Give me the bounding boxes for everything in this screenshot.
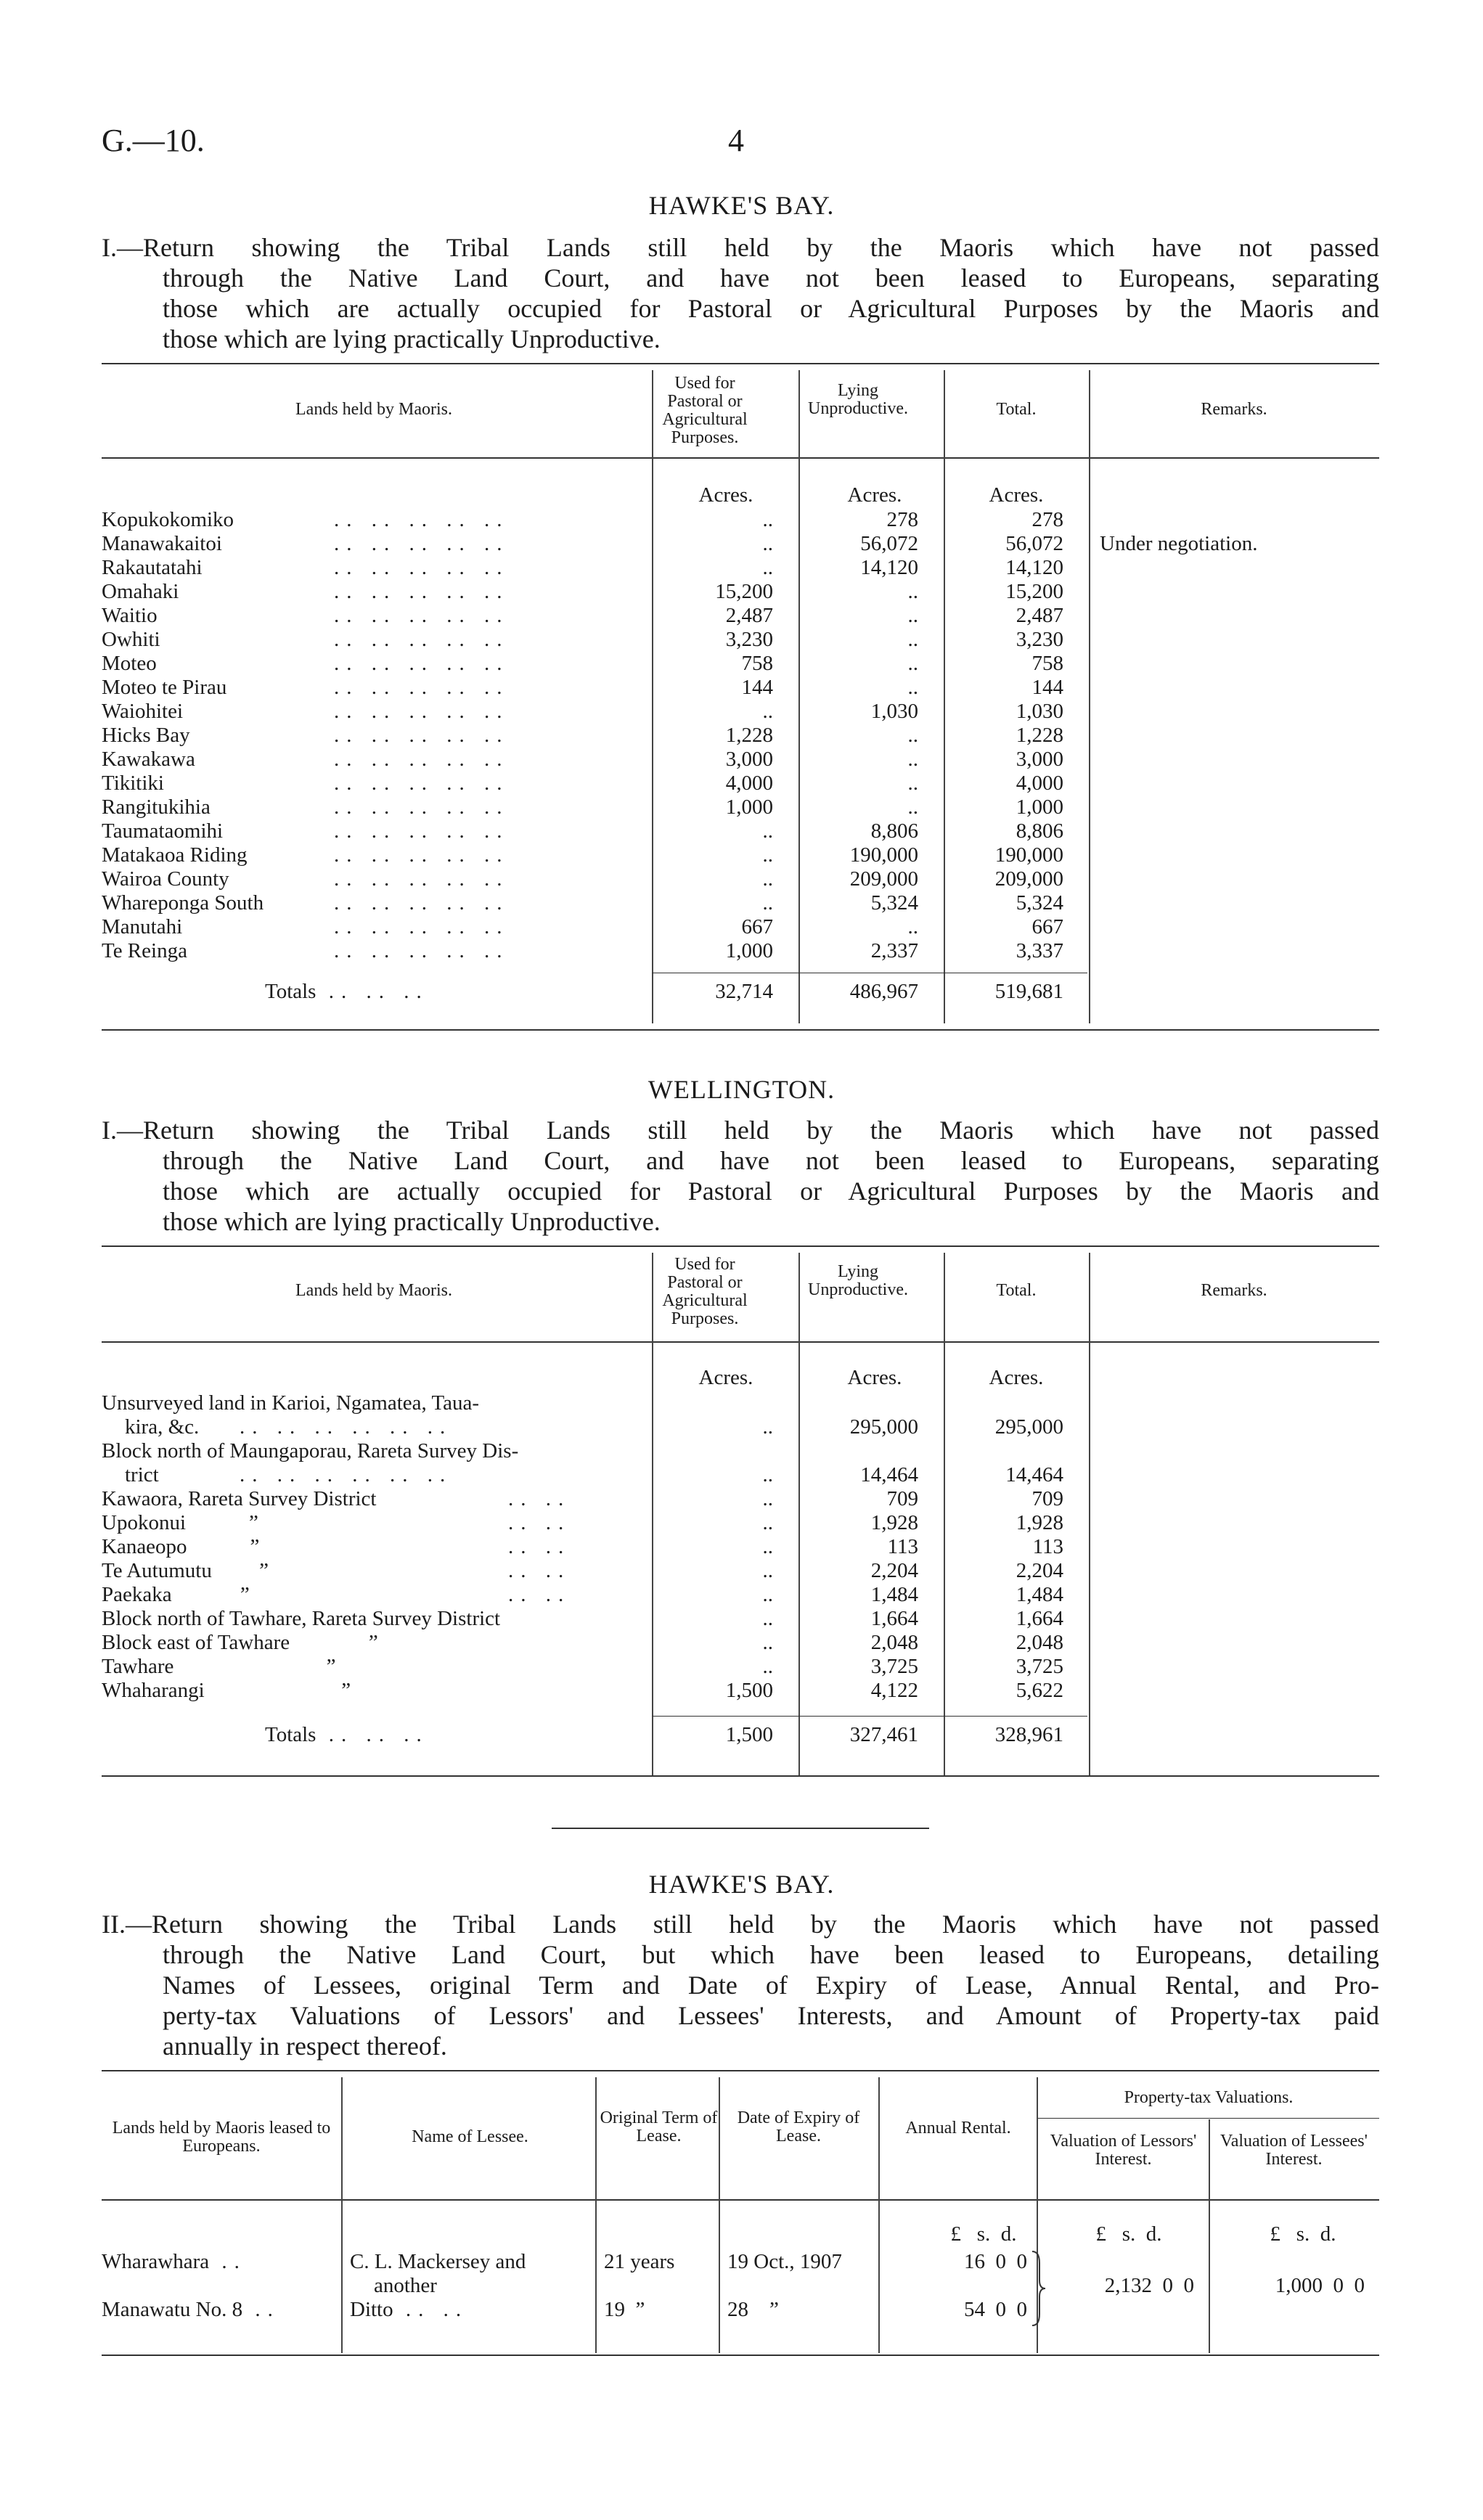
- col-lessees: Valuation of Lessees' Interest.: [1220, 2132, 1368, 2169]
- used-value: 4,000: [725, 772, 773, 795]
- unit-acres: Acres.: [989, 483, 1044, 507]
- land-name: Matakaoa Riding: [102, 843, 248, 867]
- header-rule: [102, 457, 1379, 459]
- land-name: Te Reinga: [102, 939, 187, 962]
- col-remarks: Remarks.: [1201, 400, 1267, 419]
- section-intro: [102, 232, 1379, 354]
- leader-dots: .. .. .. .. ..: [334, 628, 510, 651]
- total-value: 8,806: [1016, 819, 1063, 843]
- total-value: 4,000: [1016, 772, 1063, 795]
- intro-line: Names of Lessees, original Term and Date of Expiry of Lease, Annual Rental, and Pro-: [163, 1971, 1379, 2000]
- land-name: Rakautatahi: [102, 556, 203, 579]
- used-value: 1,228: [725, 724, 773, 747]
- leader-dots: .. ..: [508, 1583, 571, 1606]
- used-value: ..: [762, 867, 773, 891]
- leader-dots: .. .. .. .. ..: [334, 652, 510, 675]
- leader-dots: .. .. .. .. ..: [334, 915, 510, 938]
- total-value: 14,120: [1005, 556, 1063, 579]
- total-value: 2,487: [1016, 604, 1063, 627]
- total-value: 758: [1031, 652, 1063, 675]
- used-value: 667: [741, 915, 773, 938]
- total-value: 1,000: [1016, 795, 1063, 819]
- unit-money: £ s. d.: [950, 2222, 1017, 2246]
- used-value: ..: [762, 508, 773, 531]
- total-value: 2,048: [1016, 1631, 1063, 1654]
- used-value: ..: [762, 700, 773, 723]
- lease-expiry: 19 Oct., 1907: [727, 2250, 842, 2273]
- lying-value: 4,122: [870, 1679, 918, 1702]
- land-name: Waitio: [102, 604, 158, 627]
- land-name: Moteo: [102, 652, 157, 675]
- land-name: Whaharangi ”: [102, 1679, 351, 1702]
- lease-lessee: C. L. Mackersey and: [350, 2250, 526, 2273]
- lease-lessee-cont: another: [374, 2274, 437, 2297]
- lying-value: ..: [907, 580, 918, 603]
- section-heading-wellington: WELLINGTON.: [647, 1075, 836, 1104]
- land-name: Rangitukihia: [102, 795, 211, 819]
- total-value: 190,000: [994, 843, 1063, 867]
- col-used-for: Used for Pastoral or Agricultural Purposes.: [662, 1255, 748, 1328]
- col-lying: Lying Unproductive.: [808, 1262, 908, 1299]
- col-lands-held: Lands held by Maoris.: [295, 1281, 452, 1300]
- leader-dots: .. .. .. .. ..: [334, 532, 510, 555]
- section-separator: [552, 1828, 929, 1829]
- total-value: 667: [1031, 915, 1063, 938]
- totals-used: 1,500: [725, 1723, 773, 1746]
- total-value: 2,204: [1016, 1559, 1063, 1582]
- leader-dots: .. .. .. .. ..: [334, 700, 510, 723]
- land-name: Kanaeopo ”: [102, 1535, 260, 1558]
- unit-acres: Acres.: [847, 483, 902, 507]
- total-value: 1,030: [1016, 700, 1063, 723]
- lying-value: 3,725: [870, 1655, 918, 1678]
- totals-rule: [652, 1716, 1087, 1717]
- used-value: 144: [741, 676, 773, 699]
- land-name: Hicks Bay: [102, 724, 190, 747]
- remarks-value: Under negotiation.: [1100, 532, 1258, 555]
- col-expiry: Date of Expiry of Lease.: [737, 2108, 860, 2145]
- table-bottom-rule: [102, 1775, 1379, 1777]
- lying-value: ..: [907, 748, 918, 771]
- used-value: ..: [762, 1535, 773, 1558]
- col-lands-held: Lands held by Maoris.: [295, 400, 452, 419]
- lessees-valuation: 1,000 0 0: [1275, 2274, 1365, 2297]
- leader-dots: .. .. .. .. ..: [334, 891, 510, 915]
- unit-money: £ s. d.: [1095, 2222, 1162, 2246]
- unit-acres: Acres.: [698, 483, 753, 507]
- lease-rental: 54 0 0: [964, 2298, 1027, 2321]
- table-bottom-rule: [102, 2355, 1379, 2356]
- leader-dots: .. .. .. .. ..: [334, 508, 510, 531]
- lying-value: ..: [907, 772, 918, 795]
- used-value: ..: [762, 1583, 773, 1606]
- used-value: ..: [762, 532, 773, 555]
- total-value: 295,000: [994, 1415, 1063, 1439]
- total-value: 113: [1032, 1535, 1063, 1558]
- intro-line: II.—Return showing the Tribal Lands still held by the Maoris which have not passed: [102, 1910, 1379, 1939]
- used-value: ..: [762, 1631, 773, 1654]
- lying-value: 295,000: [849, 1415, 918, 1439]
- lease-lessee: Ditto .. ..: [350, 2298, 469, 2321]
- totals-total: 328,961: [994, 1723, 1063, 1746]
- land-name: Upokonui ”: [102, 1511, 258, 1534]
- lease-term: 21 years: [604, 2250, 675, 2273]
- leader-dots: .. .. .. .. ..: [334, 939, 510, 962]
- table-top-rule: [102, 2070, 1379, 2071]
- col-used-for: Used for Pastoral or Agricultural Purposes.: [662, 374, 748, 447]
- land-name: Manawakaitoi: [102, 532, 222, 555]
- lying-value: 1,484: [870, 1583, 918, 1606]
- lying-value: 709: [886, 1487, 918, 1510]
- total-value: 5,324: [1016, 891, 1063, 915]
- total-value: 3,000: [1016, 748, 1063, 771]
- leader-dots: .. .. .. .. ..: [334, 556, 510, 579]
- used-value: ..: [762, 1487, 773, 1510]
- used-value: ..: [762, 843, 773, 867]
- lying-value: 1,664: [870, 1607, 918, 1630]
- total-value: 3,230: [1016, 628, 1063, 651]
- land-name: trict: [125, 1463, 159, 1486]
- totals-used: 32,714: [715, 980, 773, 1003]
- used-value: ..: [762, 1415, 773, 1439]
- leader-dots: .. ..: [508, 1535, 571, 1558]
- lying-value: 14,464: [860, 1463, 918, 1486]
- leader-dots: .. .. .. .. .. ..: [240, 1415, 453, 1439]
- lying-value: 2,204: [870, 1559, 918, 1582]
- used-value: ..: [762, 891, 773, 915]
- land-name: Block north of Tawhare, Rareta Survey District: [102, 1607, 501, 1630]
- used-value: ..: [762, 1463, 773, 1486]
- page-number: 4: [728, 123, 744, 158]
- col-divider: [341, 2077, 343, 2353]
- intro-line: perty-tax Valuations of Lessors' and Lessees' Interests, and Amount of Property-tax paid: [163, 2001, 1379, 2030]
- total-value: 1,484: [1016, 1583, 1063, 1606]
- col-property-tax: Property-tax Valuations.: [1124, 2088, 1294, 2107]
- total-value: 1,228: [1016, 724, 1063, 747]
- lying-value: 1,030: [870, 700, 918, 723]
- totals-label: Totals .. .. ..: [265, 1723, 429, 1746]
- total-value: 1,928: [1016, 1511, 1063, 1534]
- lying-value: 56,072: [860, 532, 918, 555]
- lease-rental: 16 0 0: [964, 2250, 1027, 2273]
- col-divider: [595, 2077, 597, 2353]
- lying-value: ..: [907, 724, 918, 747]
- col-total: Total.: [996, 1281, 1037, 1300]
- col-lying: Lying Unproductive.: [808, 381, 908, 418]
- total-value: 709: [1031, 1487, 1063, 1510]
- land-name: Block north of Maungaporau, Rareta Survey Dis-: [102, 1439, 519, 1462]
- section-heading-hawkes-bay-ii: HAWKE'S BAY.: [648, 1870, 835, 1899]
- col-lessee: Name of Lessee.: [412, 2127, 528, 2146]
- total-value: 15,200: [1005, 580, 1063, 603]
- leader-dots: .. .. .. .. ..: [334, 604, 510, 627]
- col-term: Original Term of Lease.: [600, 2108, 718, 2145]
- total-value: 144: [1031, 676, 1063, 699]
- lease-expiry: 28 ”: [727, 2298, 779, 2321]
- total-value: 3,725: [1016, 1655, 1063, 1678]
- used-value: 2,487: [725, 604, 773, 627]
- lying-value: ..: [907, 795, 918, 819]
- land-name: Paekaka ”: [102, 1583, 250, 1606]
- used-value: 1,000: [725, 939, 773, 962]
- lying-value: 8,806: [870, 819, 918, 843]
- land-name: Manutahi: [102, 915, 183, 938]
- used-value: ..: [762, 1655, 773, 1678]
- col-divider: [719, 2077, 720, 2353]
- brace-icon: [1029, 2249, 1047, 2328]
- intro-line: I.—Return showing the Tribal Lands still held by the Maoris which have not passed: [102, 1116, 1379, 1145]
- used-value: 1,000: [725, 795, 773, 819]
- leader-dots: .. .. .. .. ..: [334, 843, 510, 867]
- col-rental: Annual Rental.: [905, 2119, 1011, 2138]
- lease-land: Wharawhara ..: [102, 2250, 247, 2273]
- col-divider: [878, 2077, 880, 2353]
- land-name: Owhiti: [102, 628, 160, 651]
- land-name: Omahaki: [102, 580, 179, 603]
- land-name: Tawhare ”: [102, 1655, 336, 1678]
- leader-dots: .. ..: [508, 1559, 571, 1582]
- land-name: Unsurveyed land in Karioi, Ngamatea, Taua-: [102, 1391, 480, 1415]
- used-value: 1,500: [725, 1679, 773, 1702]
- lying-value: 209,000: [849, 867, 918, 891]
- used-value: 3,000: [725, 748, 773, 771]
- intro-line: those which are actually occupied for Pastoral or Agricultural Purposes by the Maoris and: [163, 294, 1379, 323]
- total-value: 56,072: [1005, 532, 1063, 555]
- table-bottom-rule: [102, 1029, 1379, 1031]
- totals-label: Totals .. .. ..: [265, 980, 429, 1003]
- unit-money: £ s. d.: [1270, 2222, 1336, 2246]
- lying-value: 278: [886, 508, 918, 531]
- intro-line: through the Native Land Court, but which have been leased to Europeans, detailing: [163, 1940, 1379, 1969]
- intro-line: annually in respect thereof.: [163, 2032, 447, 2061]
- header-rule: [102, 2199, 1379, 2201]
- land-name: Moteo te Pirau: [102, 676, 227, 699]
- lease-land: Manawatu No. 8 ..: [102, 2298, 280, 2321]
- lying-value: 113: [887, 1535, 918, 1558]
- land-name: Kawaora, Rareta Survey District: [102, 1487, 377, 1510]
- col-divider: [652, 1253, 653, 1775]
- land-name: Wairoa County: [102, 867, 229, 891]
- totals-total: 519,681: [994, 980, 1063, 1003]
- lying-value: ..: [907, 604, 918, 627]
- section-heading-hawkes-bay: HAWKE'S BAY.: [648, 191, 835, 220]
- col-divider: [1209, 2119, 1210, 2353]
- leader-dots: .. ..: [508, 1487, 571, 1510]
- intro-line: those which are lying practically Unproductive.: [163, 1207, 661, 1236]
- lying-value: 14,120: [860, 556, 918, 579]
- land-name: Kawakawa: [102, 748, 195, 771]
- lease-term: 19 ”: [604, 2298, 645, 2321]
- lessors-valuation: 2,132 0 0: [1104, 2274, 1194, 2297]
- land-name: Tikitiki: [102, 772, 164, 795]
- col-remarks: Remarks.: [1201, 1281, 1267, 1300]
- land-name: Te Autumutu ”: [102, 1559, 269, 1582]
- used-value: 15,200: [715, 580, 773, 603]
- unit-acres: Acres.: [989, 1366, 1044, 1389]
- unit-acres: Acres.: [698, 1366, 753, 1389]
- leader-dots: .. ..: [508, 1511, 571, 1534]
- total-value: 209,000: [994, 867, 1063, 891]
- table-top-rule: [102, 363, 1379, 364]
- leader-dots: .. .. .. .. .. ..: [240, 1463, 453, 1486]
- totals-lying: 327,461: [849, 1723, 918, 1746]
- used-value: ..: [762, 556, 773, 579]
- total-value: 1,664: [1016, 1607, 1063, 1630]
- col-divider: [798, 1253, 800, 1775]
- lying-value: 1,928: [870, 1511, 918, 1534]
- land-name: Waiohitei: [102, 700, 184, 723]
- page-reference: G.—10.: [102, 123, 205, 158]
- land-name: kira, &c.: [125, 1415, 200, 1439]
- lying-value: 2,337: [870, 939, 918, 962]
- leader-dots: .. .. .. .. ..: [334, 867, 510, 891]
- leader-dots: .. .. .. .. ..: [334, 772, 510, 795]
- table-top-rule: [102, 1245, 1379, 1247]
- lying-value: 5,324: [870, 891, 918, 915]
- leader-dots: .. .. .. .. ..: [334, 795, 510, 819]
- leader-dots: .. .. .. .. ..: [334, 676, 510, 699]
- leader-dots: .. .. .. .. ..: [334, 580, 510, 603]
- land-name: Taumataomihi: [102, 819, 224, 843]
- total-value: 278: [1031, 508, 1063, 531]
- lying-value: ..: [907, 676, 918, 699]
- land-name: Whareponga South: [102, 891, 264, 915]
- lying-value: ..: [907, 915, 918, 938]
- col-lands-leased: Lands held by Maoris leased to Europeans.: [112, 2119, 331, 2156]
- subheader-rule: [1038, 2118, 1379, 2119]
- leader-dots: .. .. .. .. ..: [334, 724, 510, 747]
- col-divider: [1089, 1253, 1090, 1775]
- lying-value: 2,048: [870, 1631, 918, 1654]
- section-intro: [102, 1115, 1379, 1237]
- intro-line: I.—Return showing the Tribal Lands still held by the Maoris which have not passed: [102, 233, 1379, 262]
- used-value: 3,230: [725, 628, 773, 651]
- used-value: 758: [741, 652, 773, 675]
- intro-line: those which are lying practically Unproductive.: [163, 324, 661, 353]
- land-name: Kopukokomiko: [102, 508, 234, 531]
- col-lessors: Valuation of Lessors' Interest.: [1050, 2132, 1197, 2169]
- section-intro: [102, 1909, 1379, 2061]
- used-value: ..: [762, 1511, 773, 1534]
- totals-lying: 486,967: [849, 980, 918, 1003]
- total-value: 5,622: [1016, 1679, 1063, 1702]
- total-value: 14,464: [1005, 1463, 1063, 1486]
- col-divider: [1089, 370, 1090, 1023]
- col-divider: [798, 370, 800, 1023]
- lying-value: ..: [907, 652, 918, 675]
- col-total: Total.: [996, 400, 1037, 419]
- leader-dots: .. .. .. .. ..: [334, 748, 510, 771]
- intro-line: through the Native Land Court, and have not been leased to Europeans, separating: [163, 263, 1379, 292]
- lying-value: ..: [907, 628, 918, 651]
- header-rule: [102, 1341, 1379, 1343]
- used-value: ..: [762, 1559, 773, 1582]
- total-value: 3,337: [1016, 939, 1063, 962]
- intro-line: through the Native Land Court, and have not been leased to Europeans, separating: [163, 1146, 1379, 1175]
- unit-acres: Acres.: [847, 1366, 902, 1389]
- lying-value: 190,000: [849, 843, 918, 867]
- intro-line: those which are actually occupied for Pastoral or Agricultural Purposes by the Maoris and: [163, 1177, 1379, 1206]
- leader-dots: .. .. .. .. ..: [334, 819, 510, 843]
- used-value: ..: [762, 819, 773, 843]
- land-name: Block east of Tawhare ”: [102, 1631, 378, 1654]
- used-value: ..: [762, 1607, 773, 1630]
- col-divider: [652, 370, 653, 1023]
